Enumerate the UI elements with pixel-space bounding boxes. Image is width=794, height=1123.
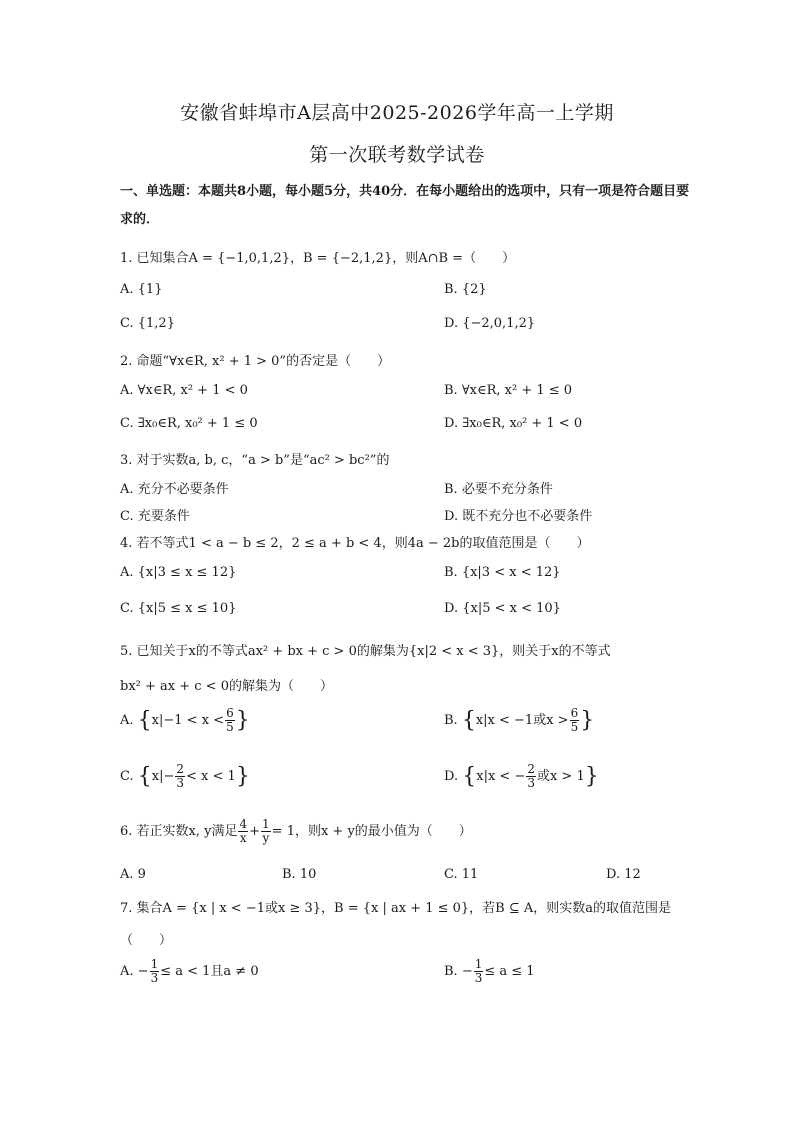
option-label: A.: [120, 713, 134, 728]
option-text-tail: 或x > 1: [536, 769, 585, 784]
fraction: $\frac{6}{5}$: [226, 706, 234, 734]
question-6-option-c: C. 11: [444, 867, 479, 882]
question-5-stem-line-1: 5. 已知关于x的不等式ax² + bx + c > 0的解集为{x|2 < x < 3}，则关于x的不等式: [120, 644, 611, 659]
question-3-stem: 3. 对于实数a, b, c，“a > b”是“ac² > bc²”的: [120, 453, 390, 468]
question-5-option-a: A. {x|−1 < x < $\frac{6}{5}$ }: [120, 706, 250, 734]
question-3-option-a: A. 充分不必要条件: [120, 482, 229, 497]
question-2-option-d: D. ∃x₀∈R, x₀² + 1 < 0: [444, 416, 583, 431]
question-6-option-d: D. 12: [606, 867, 641, 882]
question-7-option-a: A. − $\frac{1}{3}$ ≤ a < 1且a ≠ 0: [120, 957, 259, 985]
option-text: x|x < −: [476, 769, 526, 784]
fraction: $\frac{4}{x}$: [239, 817, 248, 845]
question-2-option-c: C. ∃x₀∈R, x₀² + 1 ≤ 0: [120, 416, 258, 431]
option-text: x|−1 < x <: [151, 713, 225, 728]
option-label: B.: [444, 964, 458, 979]
fraction: $\frac{6}{5}$: [570, 706, 579, 734]
question-3-option-b: B. 必要不充分条件: [444, 482, 553, 497]
question-6-option-b: B. 10: [282, 867, 317, 882]
question-7-stem-line-2: （ ）: [120, 933, 173, 948]
fraction: $\frac{1}{y}$: [262, 817, 270, 845]
option-text-tail: < x < 1: [186, 769, 236, 784]
question-1-option-b: B. {2}: [444, 282, 487, 297]
fraction: $\frac{1}{3}$: [150, 957, 159, 985]
option-label: A.: [120, 964, 134, 979]
question-6-stem: 6. 若正实数x, y满足 $\frac{4}{x}$ + $\frac{1}{y}$ = 1，则x + y的最小值为（ ）: [120, 817, 472, 845]
question-5-option-c: C. {x|− $\frac{2}{3}$ < x < 1}: [120, 762, 250, 790]
option-text: x|−: [151, 769, 175, 784]
question-7-stem-line-1: 7. 集合A = {x | x < −1或x ≥ 3}，B = {x | ax + 1 ≤ 0}，若B ⊆ A，则实数a的取值范围是: [120, 901, 672, 916]
question-6-option-a: A. 9: [120, 867, 146, 882]
fraction: $\frac{1}{3}$: [474, 957, 483, 985]
question-2-option-b: B. ∀x∈R, x² + 1 ≤ 0: [444, 383, 573, 398]
question-1-option-a: A. {1}: [120, 282, 163, 297]
question-7-option-b: B. − $\frac{1}{3}$ ≤ a ≤ 1: [444, 957, 535, 985]
question-1-option-c: C. {1,2}: [120, 316, 175, 331]
fraction: $\frac{2}{3}$: [527, 762, 535, 790]
question-4-option-b: B. {x|3 < x < 12}: [444, 565, 561, 580]
question-3-option-d: D. 既不充分也不必要条件: [444, 509, 593, 524]
option-text: x|x < −1或x >: [475, 713, 569, 728]
question-4-option-d: D. {x|5 < x < 10}: [444, 601, 561, 616]
fraction: $\frac{2}{3}$: [176, 762, 185, 790]
option-label: D.: [444, 769, 459, 784]
question-2-option-a: A. ∀x∈R, x² + 1 < 0: [120, 383, 248, 398]
question-3-option-c: C. 充要条件: [120, 509, 190, 524]
section-heading: 一、单选题：本题共8小题，每小题5分，共40分．在每小题给出的选项中，只有一项是符合题目要求的．: [120, 184, 690, 227]
question-1-option-d: D. {−2,0,1,2}: [444, 316, 536, 331]
question-4-option-a: A. {x|3 ≤ x ≤ 12}: [120, 565, 237, 580]
question-4-option-c: C. {x|5 ≤ x ≤ 10}: [120, 601, 237, 616]
question-5-stem-line-2: bx² + ax + c < 0的解集为（ ）: [120, 679, 333, 694]
question-5-option-b: B. {x|x < −1或x > $\frac{6}{5}$ }: [444, 706, 595, 734]
option-label: C.: [120, 769, 134, 784]
question-2-stem: 2. 命题“∀x∈R, x² + 1 > 0”的否定是（ ）: [120, 354, 391, 369]
question-5-option-d: D. {x|x < − $\frac{2}{3}$ 或x > 1}: [444, 762, 599, 790]
question-4-stem: 4. 若不等式1 < a − b ≤ 2，2 ≤ a + b < 4，则4a − 2b的取值范围是（ ）: [120, 536, 590, 551]
exam-subtitle: 第一次联考数学试卷: [309, 144, 485, 166]
option-label: B.: [444, 713, 458, 728]
exam-title: 安徽省蚌埠市A层高中2025-2026学年高一上学期: [180, 102, 614, 124]
question-1-stem: 1. 已知集合A = {−1,0,1,2}，B = {−2,1,2}，则A∩B =（ ）: [120, 251, 516, 266]
